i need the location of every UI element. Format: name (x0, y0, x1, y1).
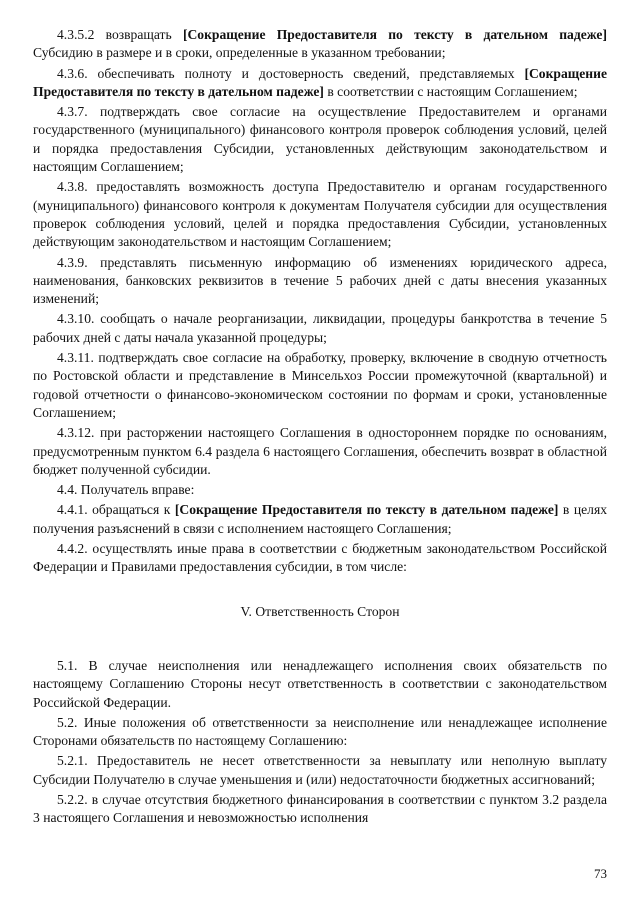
clause-paragraph: 5.2.1. Предоставитель не несет ответственности за невыплату или неполную выплату Субсидии Получателю в случае уменьшения и (или) недостаточности бюджетных ассигнований; (33, 753, 607, 787)
clause-text: в целях получения разъяснений в связи с исполнением настоящего Соглашения; (33, 502, 607, 536)
clause-paragraph: 4.3.8. предоставлять возможность доступа Предоставителю и органам государственного (муниципального) финансового контроля к документам Получателя субсидии для осуществления проверок соблюдения условий, целей и порядка предоставления Субсидии, установленных действующим законодательством и настоящим Соглашением; (33, 179, 607, 250)
clause-paragraph: 4.3.10. сообщать о начале реорганизации, ликвидации, процедуры банкротства в течение 5 рабочих дней с даты начала указанной процедуры; (33, 311, 607, 345)
clause-paragraph: 4.3.12. при расторжении настоящего Соглашения в одностороннем порядке по основаниям, предусмотренным пунктом 6.4 раздела 6 настоящего Соглашения, обеспечить возврат в областной бюджет полученной субсидии. (33, 425, 607, 477)
clause-paragraph (33, 26, 607, 63)
clause-paragraph (33, 65, 607, 102)
clause-paragraph (33, 501, 607, 538)
clause-paragraph: 4.3.7. подтверждать свое согласие на осуществление Предоставителем и органами государственного (муниципального) финансового контроля проверок соблюдения условий, целей и порядка предоставления Субсидии, установленных действующим законодательством и настоящим Соглашением; (33, 104, 607, 175)
clause-text: 4.4.1. обращаться к (57, 502, 175, 518)
clauses-4 (33, 26, 607, 577)
clause-text: 4.3.6. обеспечивать полноту и достоверность сведений, представляемых (57, 65, 525, 81)
clauses-5 (33, 657, 607, 828)
clause-text: Субсидию в размере и в сроки, определенные в указанном требовании; (33, 45, 446, 61)
clause-text: в соответствии с настоящим Соглашением; (323, 83, 578, 99)
placeholder-field: [Сокращение Предоставителя по тексту в дательном падеже] (174, 502, 559, 518)
clause-paragraph: 4.4. Получатель вправе: (57, 482, 195, 498)
document-page (33, 26, 607, 830)
clause-paragraph: 4.3.9. представлять письменную информацию об изменениях юридического адреса, наименования, банковских реквизитов в течение 5 рабочих дней с даты внесения указанных изменений; (33, 254, 607, 307)
clause-paragraph: 5.2.2. в случае отсутствия бюджетного финансирования в соответствии с пунктом 3.2 раздела 3 настоящего Соглашения и невозможностью исполнения (33, 791, 607, 826)
clause-text: 4.3.5.2 возвращать (57, 27, 183, 42)
page-number: 73 (594, 866, 607, 881)
clause-paragraph: 4.3.11. подтверждать свое согласие на обработку, проверку, включение в сводную отчетность по Ростовской области и представление в Минсельхоз России промежуточной (квартальной) и годовой отчетности о финансово-экономическом состоянии по формам и сроки, установленные Соглашением; (33, 350, 607, 420)
clause-paragraph: 4.4.2. осуществлять иные права в соответствии с бюджетным законодательством Российской Федерации и Правилами предоставления субсидии, в том числе: (33, 541, 607, 575)
section-heading: V. Ответственность Сторон (240, 603, 400, 619)
placeholder-field: [Сокращение Предоставителя по тексту в дательном падеже] (182, 27, 607, 42)
clause-paragraph: 5.2. Иные положения об ответственности за неисполнение или ненадлежащее исполнение Сторонами обязательств по настоящему Соглашению: (33, 714, 607, 749)
clause-paragraph: 5.1. В случае неисполнения или ненадлежащего исполнения своих обязательств по настоящему Соглашению Стороны несут ответственность в соответствии с законодательством Российской Федерации. (33, 657, 607, 710)
placeholder-field: [Сокращение Предоставителя по тексту в дательном падеже] (33, 65, 607, 99)
